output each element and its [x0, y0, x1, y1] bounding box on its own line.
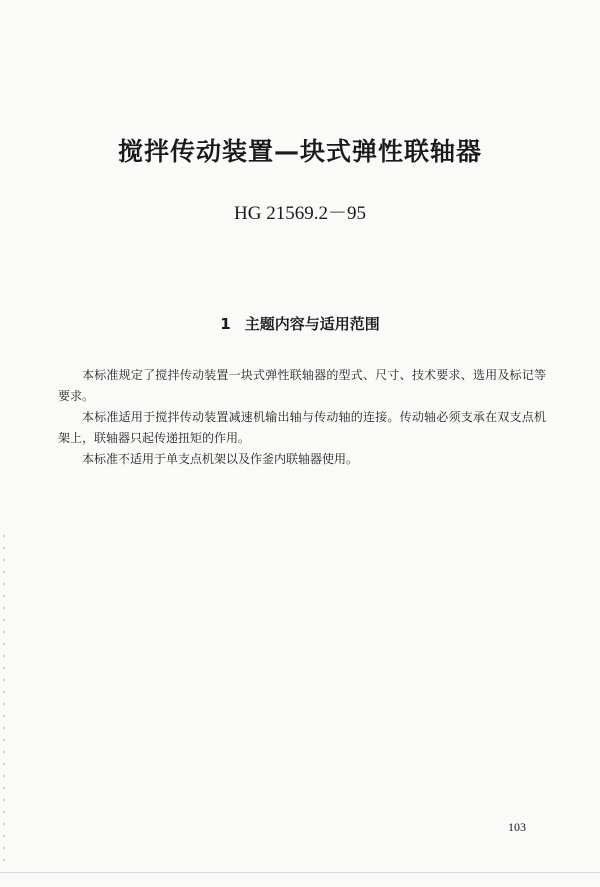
- page-bottom-edge: [0, 872, 600, 873]
- document-title: 搅拌传动装置—块式弹性联轴器: [117, 137, 482, 166]
- page-number: 103: [508, 820, 526, 834]
- binding-edge-marks: [3, 530, 5, 870]
- paragraph-applicability: 本标准适用于搅拌传动装置减速机输出轴与传动轴的连接。传动轴必须支承在双支点机架上，联轴器只起传递扭矩的作用。: [58, 410, 546, 445]
- section-number: 1: [220, 315, 231, 333]
- paragraph-scope-definition: 本标准规定了搅拌传动装置一块式弹性联轴器的型式、尺寸、技术要求、选用及标记等要求。: [58, 368, 546, 403]
- body-text: [58, 365, 546, 470]
- paragraph-exclusion: 本标准不适用于单支点机架以及作釜内联轴器使用。: [82, 452, 359, 466]
- standard-code: HG 21569.2－95: [234, 203, 366, 224]
- section-heading: [0, 313, 600, 334]
- section-title: 主题内容与适用范围: [244, 315, 380, 333]
